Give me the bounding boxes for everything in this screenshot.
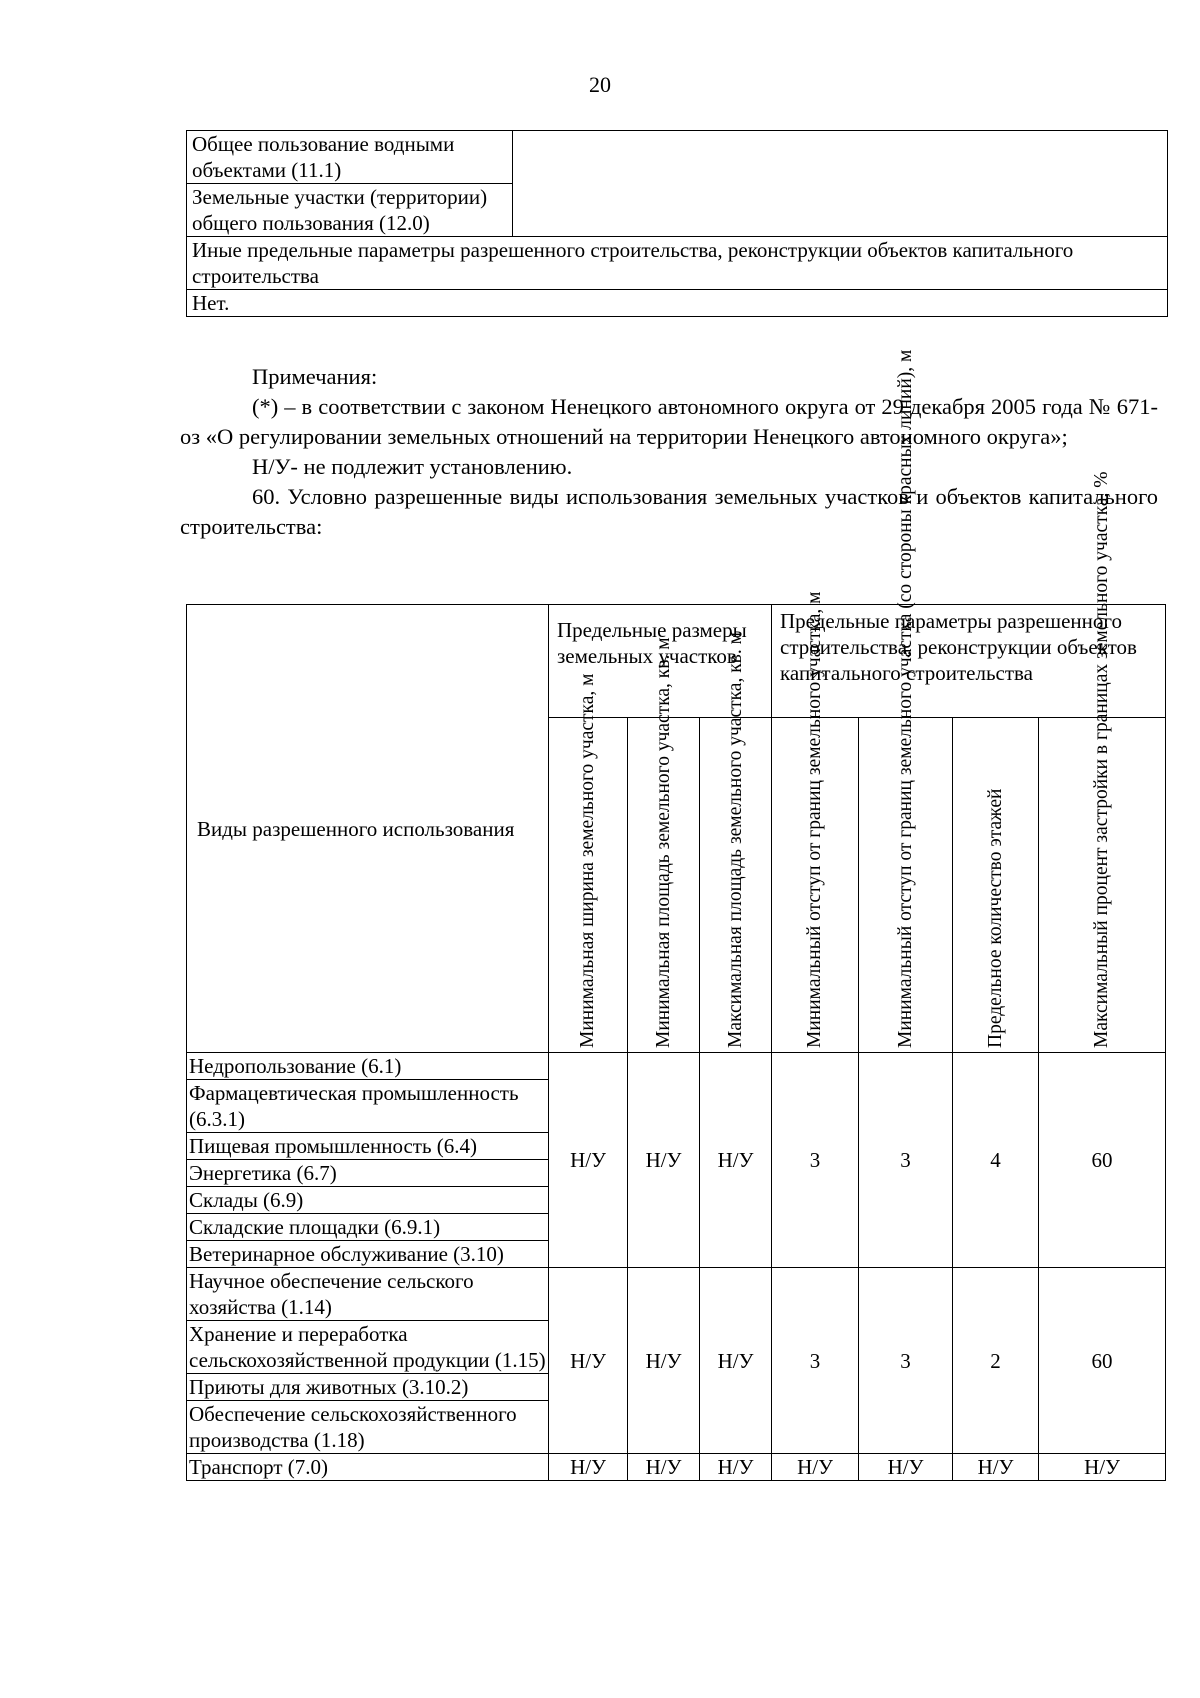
value-cell: Н/У bbox=[549, 1053, 628, 1268]
table-row bbox=[187, 1454, 1166, 1481]
use-cell: Ветеринарное обслуживание (3.10) bbox=[187, 1241, 549, 1268]
value-cell: 60 bbox=[1039, 1053, 1166, 1268]
table-row bbox=[187, 1053, 1166, 1080]
value-cell: 4 bbox=[953, 1053, 1039, 1268]
header-row bbox=[187, 605, 1166, 718]
header-use: Виды разрешенного использования bbox=[187, 605, 549, 1053]
column-header: Минимальный отступ от границ земельного участка (со стороны красных линий), м bbox=[859, 718, 953, 1053]
notes-title: Примечания: bbox=[252, 364, 378, 389]
value-cell: 3 bbox=[772, 1053, 859, 1268]
use-cell: Земельные участки (территории) общего пользования (12.0) bbox=[187, 184, 513, 237]
use-cell: Общее пользование водными объектами (11.1) bbox=[187, 131, 513, 184]
use-cell: Недропользование (6.1) bbox=[187, 1053, 549, 1080]
column-header: Максимальный процент застройки в границах земельного участка, % bbox=[1039, 718, 1166, 1053]
column-header: Минимальный отступ от границ земельного участка, м bbox=[772, 718, 859, 1053]
column-header: Максимальная площадь земельного участка, кв. м bbox=[700, 718, 772, 1053]
value-cell: Н/У bbox=[859, 1454, 953, 1481]
column-header: Минимальная ширина земельного участка, м bbox=[549, 718, 628, 1053]
note-2: Н/У- не подлежит установлению. bbox=[252, 454, 573, 479]
value-cell: Н/У bbox=[700, 1053, 772, 1268]
value-cell: 3 bbox=[859, 1268, 953, 1454]
use-cell: Пищевая промышленность (6.4) bbox=[187, 1133, 549, 1160]
use-cell: Склады (6.9) bbox=[187, 1187, 549, 1214]
other-params-header: Иные предельные параметры разрешенного строительства, реконструкции объектов капитального строительства bbox=[187, 237, 1168, 290]
page-number: 20 bbox=[589, 72, 611, 97]
use-cell: Транспорт (7.0) bbox=[187, 1454, 549, 1481]
value-cell: Н/У bbox=[953, 1454, 1039, 1481]
value-cell: Н/У bbox=[549, 1268, 628, 1454]
other-params-value: Нет. bbox=[187, 290, 1168, 317]
header-sizes: Предельные размеры земельных участков bbox=[549, 605, 772, 718]
column-header: Предельное количество этажей bbox=[953, 718, 1039, 1053]
notes bbox=[180, 362, 1158, 542]
continued-table bbox=[186, 130, 1168, 317]
item-60: 60. Условно разрешенные виды использования земельных участков и объектов капитального строительства: bbox=[180, 484, 1158, 539]
use-cell: Обеспечение сельскохозяйственного производства (1.18) bbox=[187, 1401, 549, 1454]
use-cell: Приюты для животных (3.10.2) bbox=[187, 1374, 549, 1401]
value-cell: Н/У bbox=[1039, 1454, 1166, 1481]
use-cell: Фармацевтическая промышленность (6.3.1) bbox=[187, 1080, 549, 1133]
value-cell: Н/У bbox=[549, 1454, 628, 1481]
value-cell: 2 bbox=[953, 1268, 1039, 1454]
value-cell: Н/У bbox=[628, 1454, 700, 1481]
table-row bbox=[187, 131, 1168, 184]
table-row bbox=[187, 237, 1168, 290]
value-cell: 60 bbox=[1039, 1268, 1166, 1454]
column-header: Минимальная площадь земельного участка, кв. м bbox=[628, 718, 700, 1053]
use-cell: Энергетика (6.7) bbox=[187, 1160, 549, 1187]
use-cell: Складские площадки (6.9.1) bbox=[187, 1214, 549, 1241]
table-row bbox=[187, 1268, 1166, 1321]
use-cell: Научное обеспечение сельского хозяйства (1.14) bbox=[187, 1268, 549, 1321]
header-params: Предельные параметры разрешенного строительства, реконструкции объектов капитального строительства bbox=[772, 605, 1166, 718]
value-cell: Н/У bbox=[772, 1454, 859, 1481]
value-cell: 3 bbox=[772, 1268, 859, 1454]
value-cell: Н/У bbox=[700, 1268, 772, 1454]
value-cell bbox=[513, 131, 1168, 237]
value-cell: Н/У bbox=[700, 1454, 772, 1481]
value-cell: Н/У bbox=[628, 1268, 700, 1454]
use-cell: Хранение и переработка сельскохозяйственной продукции (1.15) bbox=[187, 1321, 549, 1374]
value-cell: 3 bbox=[859, 1053, 953, 1268]
note-1: (*) – в соответствии с законом Ненецкого автономного округа от 29 декабря 2005 года № 671-оз «О регулировании земельных отношений на территории Ненецкого автономного округа»; bbox=[180, 394, 1158, 449]
value-cell: Н/У bbox=[628, 1053, 700, 1268]
table-row bbox=[187, 290, 1168, 317]
